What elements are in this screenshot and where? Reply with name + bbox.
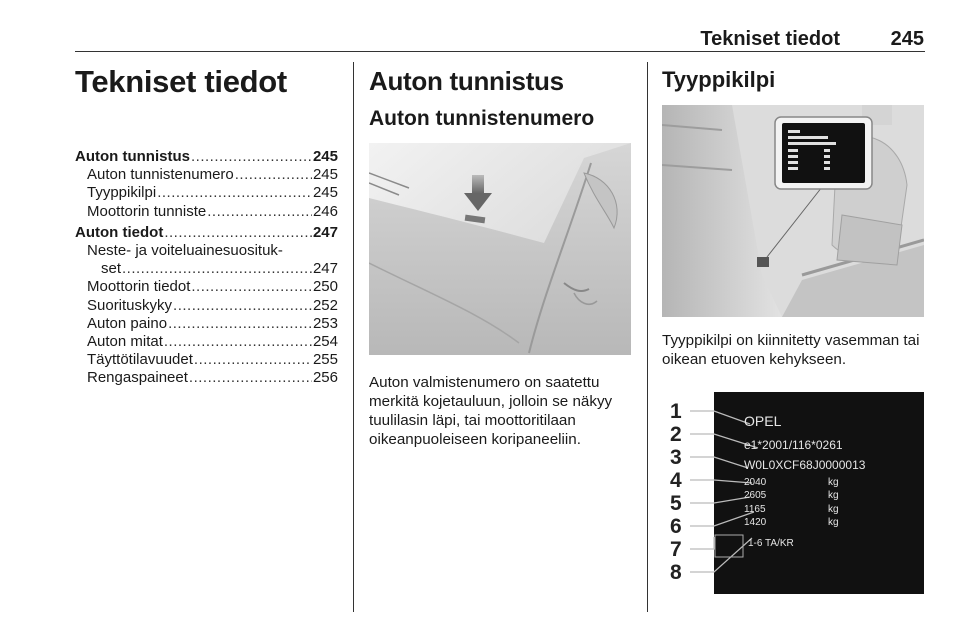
toc-entry-page: 245 bbox=[312, 148, 338, 165]
callout-number: 7 bbox=[670, 538, 682, 561]
plate-line: 2605 bbox=[744, 490, 767, 501]
plate-line: OPEL bbox=[744, 413, 782, 429]
plate-unit: kg bbox=[828, 504, 839, 515]
vin-description: Auton valmistenumero on saatettu merkitä kojetauluun, jolloin se näkyy tuulilasin läpi, tai moottoritilaan oikeanpuoleiseen koripaneeliin. bbox=[369, 374, 613, 448]
toc-leader-dots bbox=[168, 315, 312, 333]
toc-leader-dots bbox=[191, 278, 312, 296]
toc-leader-dots bbox=[164, 224, 312, 242]
type-plate-diagram bbox=[662, 386, 924, 596]
toc-leader-dots bbox=[157, 184, 312, 202]
toc-entry-page: 245 bbox=[312, 184, 338, 202]
toc-leader-dots bbox=[173, 297, 312, 315]
toc-entry-page: 253 bbox=[312, 314, 338, 332]
plate-line: 2040 bbox=[744, 477, 767, 488]
toc-entry[interactable] bbox=[75, 315, 338, 333]
toc-entry-page: 245 bbox=[312, 166, 338, 184]
toc-entry-page: 247 bbox=[312, 260, 338, 278]
toc-entry[interactable] bbox=[75, 184, 338, 202]
toc-entry-label: Rengaspaineet bbox=[87, 369, 188, 387]
vin-location-illustration bbox=[369, 143, 631, 355]
toc-leader-dots bbox=[235, 166, 312, 184]
plate-line: e1*2001/116*0261 bbox=[744, 438, 843, 452]
column-divider-2 bbox=[647, 62, 648, 612]
toc-entry-label: Auton paino bbox=[87, 314, 168, 332]
toc-entry-page: 246 bbox=[312, 202, 338, 220]
toc-entry-label: set bbox=[101, 260, 122, 278]
toc-entry[interactable] bbox=[75, 224, 338, 242]
toc-entry-label: Auton tunnistenumero bbox=[87, 166, 234, 184]
toc-entry[interactable] bbox=[75, 351, 338, 369]
toc-entry[interactable] bbox=[75, 297, 338, 315]
toc-leader-dots bbox=[189, 369, 312, 387]
toc-leader-dots bbox=[207, 203, 312, 221]
plate-line: W0L0XCF68J0000013 bbox=[744, 458, 866, 472]
subsection-title: Auton tunnistenumero bbox=[369, 107, 595, 130]
toc-entry-page: 247 bbox=[312, 223, 338, 241]
toc-entry-page: 255 bbox=[312, 351, 338, 369]
page-number: 245 bbox=[890, 28, 924, 50]
type-plate-title: Tyyppikilpi bbox=[662, 67, 776, 92]
toc-entry-label: Täyttötilavuudet bbox=[87, 351, 193, 369]
chapter-title: Tekniset tiedot bbox=[75, 64, 287, 99]
toc-entry-label: Moottorin tunniste bbox=[87, 202, 207, 220]
plate-unit: kg bbox=[828, 490, 839, 501]
toc-entry[interactable] bbox=[75, 242, 338, 260]
plate-line: 1165 bbox=[744, 504, 766, 515]
toc-entry[interactable] bbox=[75, 278, 338, 296]
column-divider-1 bbox=[353, 62, 354, 612]
table-of-contents bbox=[75, 148, 338, 388]
toc-entry[interactable] bbox=[75, 148, 338, 166]
toc-entry-page: 254 bbox=[312, 333, 338, 351]
plate-unit: kg bbox=[828, 517, 839, 528]
toc-leader-dots bbox=[191, 148, 312, 166]
toc-entry-page: 250 bbox=[312, 278, 338, 296]
plate-location-marker bbox=[757, 257, 769, 267]
toc-entry-page: 252 bbox=[312, 296, 338, 314]
toc-entry-label: Moottorin tiedot bbox=[87, 278, 191, 296]
toc-entry-label: Suorituskyky bbox=[87, 296, 173, 314]
toc-entry-label: Neste- ja voiteluainesuosituk- bbox=[87, 242, 283, 260]
door-frame-illustration bbox=[662, 105, 924, 317]
toc-entry[interactable] bbox=[75, 369, 338, 387]
toc-entry-label: Tyyppikilpi bbox=[87, 184, 157, 202]
toc-column bbox=[75, 62, 338, 388]
callout-number: 3 bbox=[670, 446, 682, 469]
toc-leader-dots bbox=[194, 351, 312, 369]
callout-number: 4 bbox=[670, 469, 682, 492]
callout-number: 8 bbox=[670, 561, 682, 584]
vin-column bbox=[369, 62, 633, 449]
toc-entry-label: Auton tunnistus bbox=[75, 148, 190, 165]
callout-number: 6 bbox=[670, 515, 682, 538]
toc-entry[interactable] bbox=[75, 333, 338, 351]
toc-entry[interactable] bbox=[75, 260, 338, 278]
toc-entry[interactable] bbox=[75, 203, 338, 221]
toc-entry[interactable] bbox=[75, 166, 338, 184]
toc-leader-dots bbox=[164, 333, 312, 351]
plate-bottom-line: 1-6 TA/KR bbox=[748, 538, 794, 549]
type-plate-column bbox=[662, 62, 926, 596]
callout-number: 2 bbox=[670, 423, 682, 446]
plate-line: 1420 bbox=[744, 517, 767, 528]
toc-leader-dots bbox=[122, 260, 312, 278]
toc-entry-page: 256 bbox=[312, 369, 338, 387]
plate-unit: kg bbox=[828, 477, 839, 488]
callout-number: 1 bbox=[670, 400, 682, 423]
callout-number: 5 bbox=[670, 492, 682, 515]
toc-entry-label: Auton mitat bbox=[87, 333, 163, 351]
type-plate-description: Tyyppikilpi on kiinnitetty vasemman tai oikean etuoven kehykseen. bbox=[662, 332, 920, 368]
toc-entry-label: Auton tiedot bbox=[75, 223, 164, 241]
running-header-title: Tekniset tiedot bbox=[700, 28, 840, 50]
section-title: Auton tunnistus bbox=[369, 66, 564, 96]
header-rule bbox=[75, 51, 925, 52]
